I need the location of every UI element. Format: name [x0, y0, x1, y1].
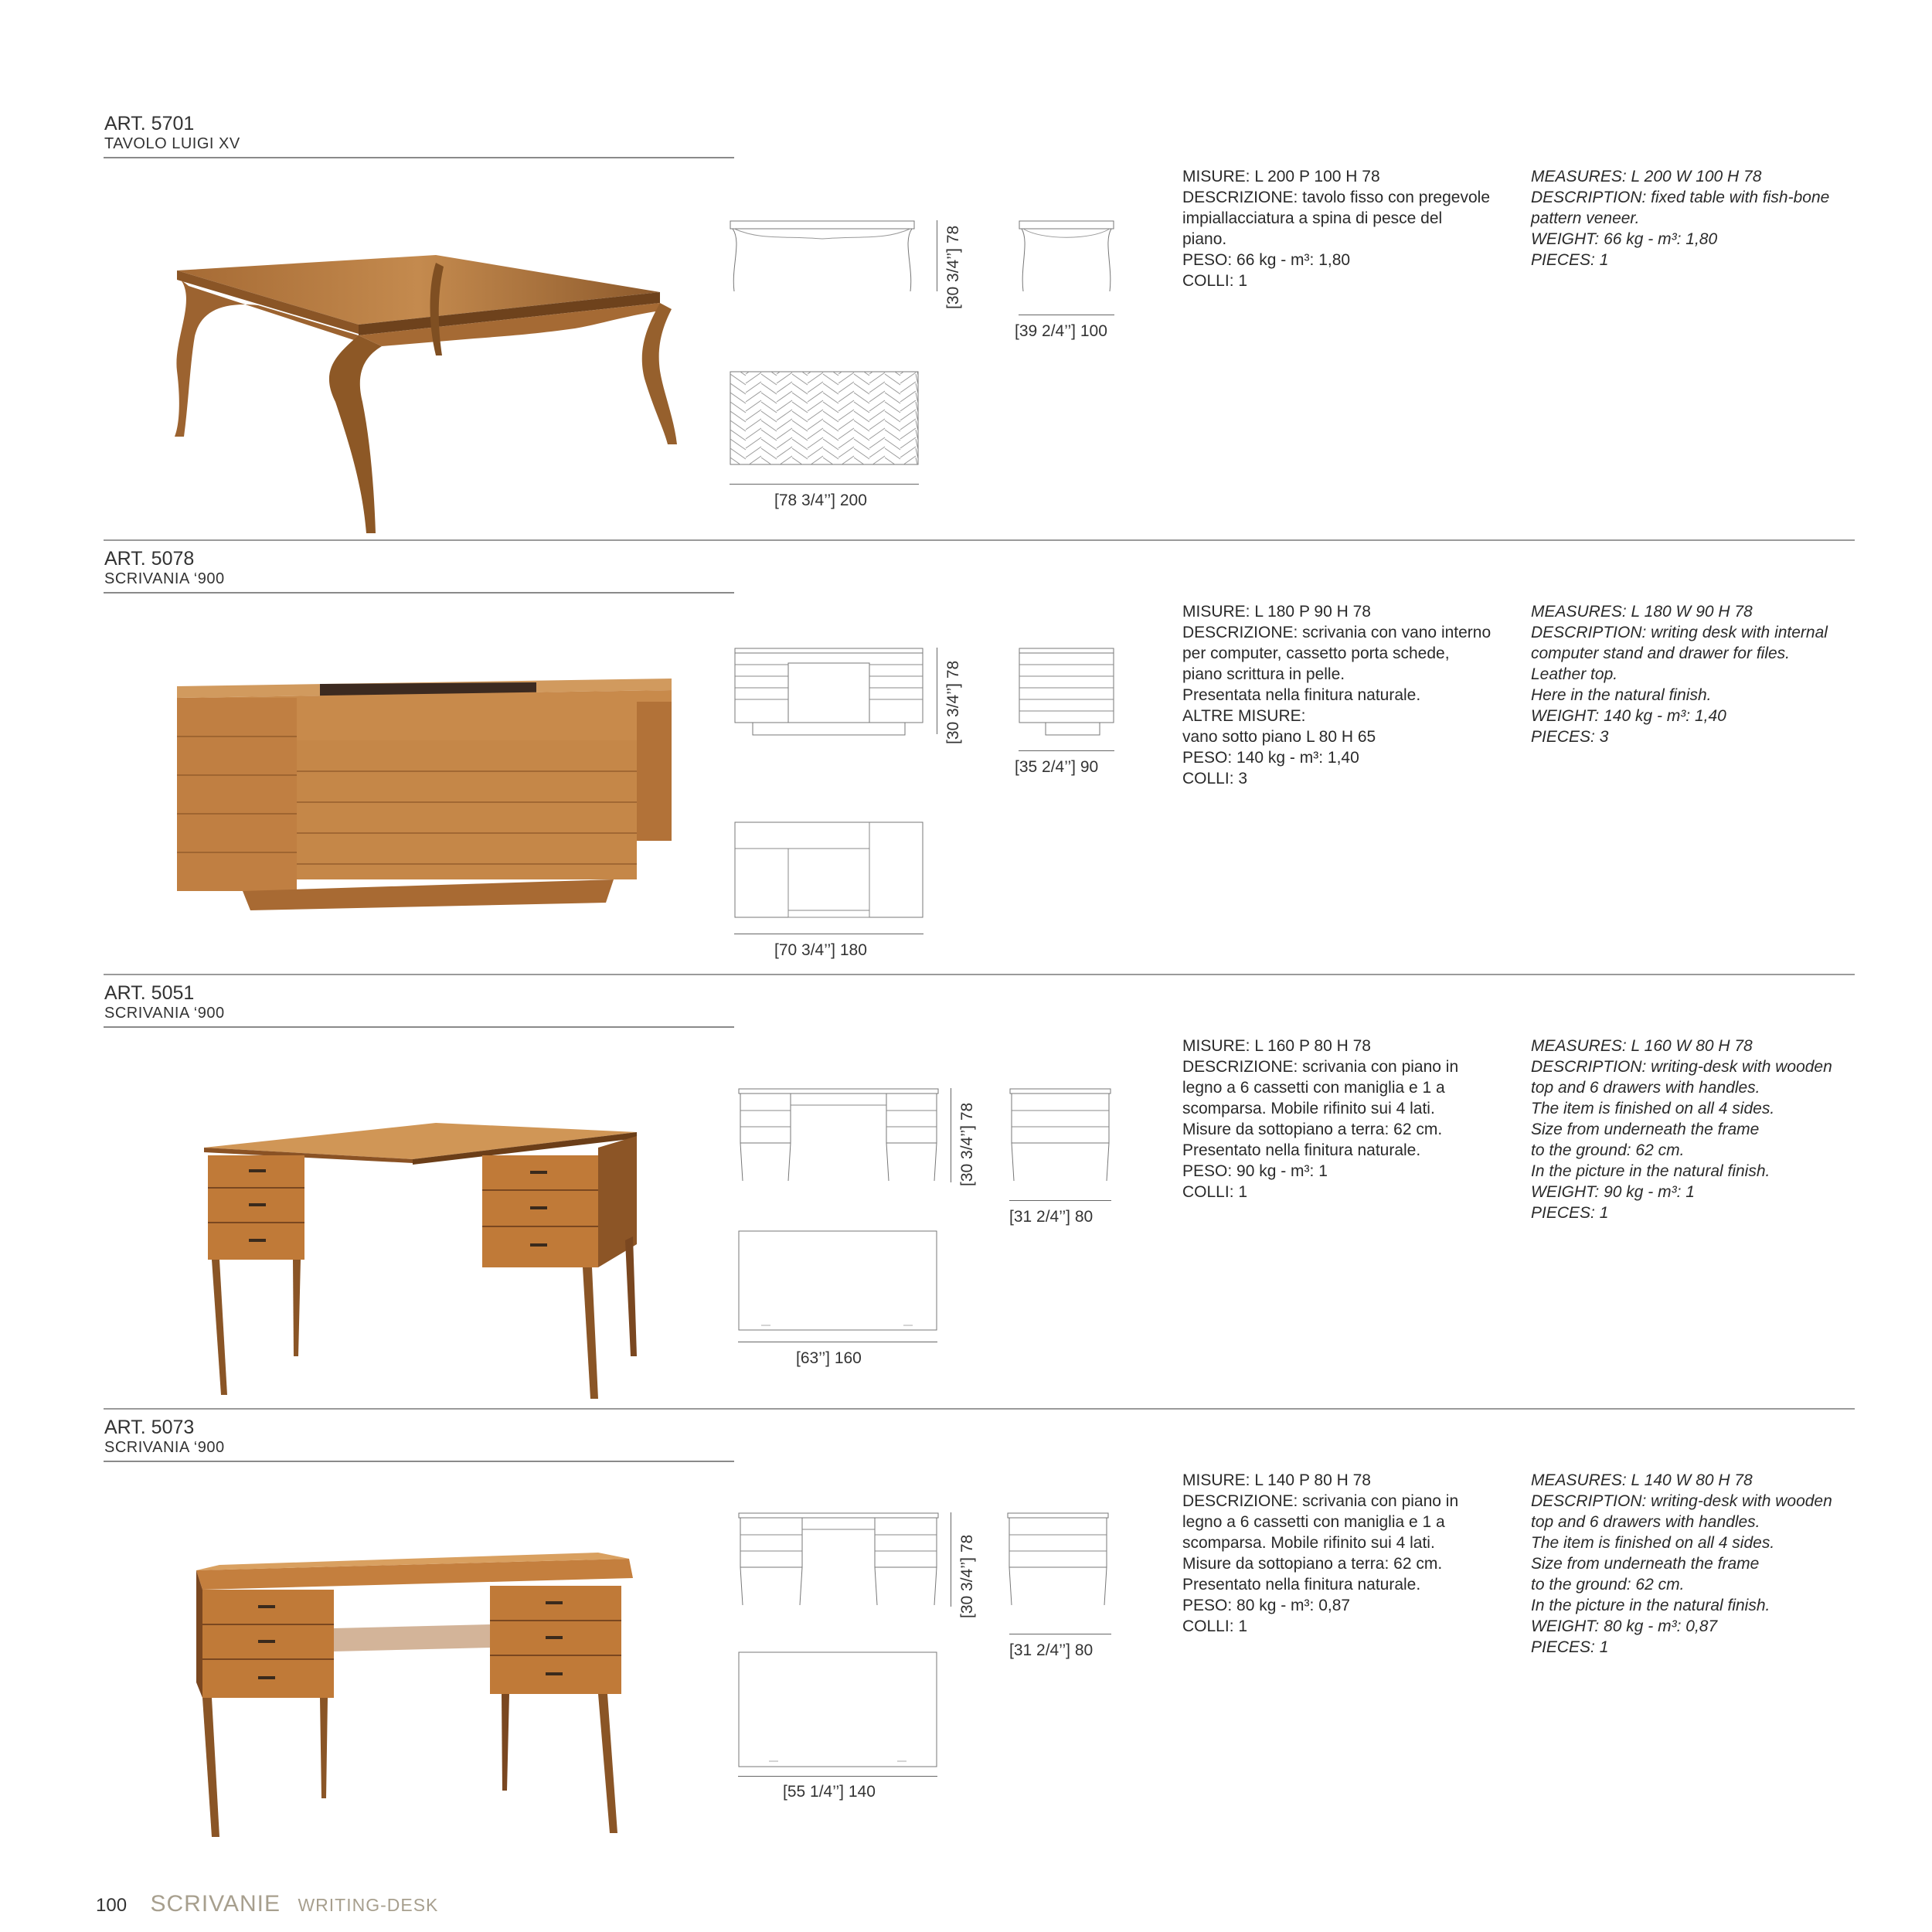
page-footer: [96, 1891, 438, 1919]
length-dimension: [78 3/4’’] 200: [774, 492, 867, 509]
spec-line: Presentato nella finitura naturale.: [1182, 1576, 1421, 1594]
height-dimension: [30 3/4’’] 78: [958, 1534, 976, 1618]
spec-line: COLLI: 3: [1182, 770, 1248, 787]
side-elevation-drawing: [1019, 648, 1114, 736]
spec-line: In the picture in the natural finish.: [1531, 1597, 1770, 1614]
product-photo-table: [104, 170, 722, 541]
spec-line: Misure da sottopiano a terra: 62 cm.: [1182, 1121, 1443, 1138]
spec-line: DESCRIPTION: writing desk with internal: [1531, 624, 1828, 641]
length-dim-line: [730, 484, 919, 485]
spec-line: The item is finished on all 4 sides.: [1531, 1100, 1775, 1117]
section-divider: [104, 1408, 1855, 1410]
section-divider: [104, 974, 1855, 975]
spec-line: PESO: 66 kg - m³: 1,80: [1182, 251, 1351, 269]
length-dimension: [70 3/4’’] 180: [774, 941, 867, 959]
spec-line: PIECES: 1: [1531, 1638, 1609, 1656]
spec-line: legno a 6 cassetti con maniglia e 1 a: [1182, 1513, 1445, 1531]
spec-line: to the ground: 62 cm.: [1531, 1141, 1685, 1159]
spec-line: In the picture in the natural finish.: [1531, 1162, 1770, 1180]
depth-dimension: [31 2/4’’] 80: [1009, 1641, 1094, 1659]
side-elevation-drawing: [1009, 1088, 1111, 1182]
spec-line: MISURE: L 200 P 100 H 78: [1182, 168, 1380, 185]
spec-line: pattern veneer.: [1531, 209, 1640, 227]
depth-dimension: [35 2/4’’] 90: [1015, 758, 1099, 776]
length-dimension: [55 1/4’’] 140: [783, 1783, 876, 1801]
spec-line: MISURE: L 180 P 90 H 78: [1182, 603, 1371, 621]
section-divider: [104, 539, 1855, 541]
article-number: ART. 5701: [104, 113, 195, 134]
height-dimension: [30 3/4’’] 78: [944, 225, 962, 309]
length-dimension: [63’’] 160: [796, 1349, 862, 1367]
depth-dimension: [39 2/4’’] 100: [1015, 322, 1107, 340]
spec-line: Here in the natural finish.: [1531, 686, 1712, 704]
spec-line: COLLI: 1: [1182, 1617, 1248, 1635]
spec-line: DESCRIZIONE: tavolo fisso con pregevole: [1182, 189, 1490, 206]
spec-line: Leather top.: [1531, 665, 1618, 683]
depth-dimension: [31 2/4’’] 80: [1009, 1208, 1094, 1226]
front-elevation-drawing: [730, 220, 915, 298]
spec-line: piano.: [1182, 230, 1227, 248]
side-elevation-drawing: [1019, 220, 1114, 298]
spec-line: DESCRIPTION: fixed table with fish-bone: [1531, 189, 1830, 206]
spec-line: WEIGHT: 80 kg - m³: 0,87: [1531, 1617, 1718, 1635]
spec-line: MEASURES: L 140 W 80 H 78: [1531, 1471, 1753, 1489]
spec-line: scomparsa. Mobile rifinito sui 4 lati.: [1182, 1100, 1435, 1117]
top-plan-drawing: [730, 371, 919, 465]
spec-line: PIECES: 1: [1531, 251, 1609, 269]
spec-line: PIECES: 1: [1531, 1204, 1609, 1222]
spec-line: DESCRIZIONE: scrivania con vano interno: [1182, 624, 1492, 641]
spec-line: The item is finished on all 4 sides.: [1531, 1534, 1775, 1552]
spec-line: DESCRIZIONE: scrivania con piano in: [1182, 1058, 1459, 1076]
spec-english: [1531, 166, 1871, 270]
article-name: SCRIVANIA ‘900: [104, 1439, 225, 1456]
spec-line: Size from underneath the frame: [1531, 1555, 1760, 1573]
spec-line: scomparsa. Mobile rifinito sui 4 lati.: [1182, 1534, 1435, 1552]
spec-line: vano sotto piano L 80 H 65: [1182, 728, 1376, 746]
top-plan-drawing: [738, 1651, 937, 1767]
spec-line: DESCRIPTION: writing-desk with wooden: [1531, 1058, 1832, 1076]
front-elevation-drawing: [738, 1088, 939, 1182]
spec-line: Presentata nella finitura naturale.: [1182, 686, 1421, 704]
spec-line: PESO: 80 kg - m³: 0,87: [1182, 1597, 1351, 1614]
depth-dim-line: [1009, 1200, 1111, 1201]
spec-italian: [1182, 601, 1522, 789]
depth-dim-line: [1019, 750, 1114, 751]
front-elevation-drawing: [738, 1512, 939, 1607]
spec-english: [1531, 1470, 1871, 1658]
top-plan-drawing: [738, 1230, 937, 1331]
spec-english: [1531, 1036, 1871, 1223]
product-5701: [0, 112, 1932, 549]
header-rule: [104, 1026, 734, 1028]
spec-line: WEIGHT: 90 kg - m³: 1: [1531, 1183, 1695, 1201]
spec-line: legno a 6 cassetti con maniglia e 1 a: [1182, 1079, 1445, 1097]
product-photo-desk: [104, 1039, 722, 1410]
category-subtitle: WRITING-DESK: [298, 1895, 439, 1915]
spec-line: MEASURES: L 160 W 80 H 78: [1531, 1037, 1753, 1055]
spec-line: PIECES: 3: [1531, 728, 1609, 746]
article-number: ART. 5073: [104, 1417, 195, 1438]
front-elevation-drawing: [734, 648, 923, 736]
article-number: ART. 5051: [104, 982, 195, 1004]
spec-line: WEIGHT: 66 kg - m³: 1,80: [1531, 230, 1718, 248]
side-elevation-drawing: [1007, 1512, 1109, 1607]
height-dimension: [30 3/4’’] 78: [944, 660, 962, 744]
article-name: TAVOLO LUIGI XV: [104, 135, 240, 152]
header-rule: [104, 1461, 734, 1462]
spec-line: WEIGHT: 140 kg - m³: 1,40: [1531, 707, 1726, 725]
spec-line: PESO: 90 kg - m³: 1: [1182, 1162, 1328, 1180]
spec-italian: [1182, 1470, 1522, 1637]
spec-line: Misure da sottopiano a terra: 62 cm.: [1182, 1555, 1443, 1573]
product-5051: [0, 981, 1932, 1418]
spec-line: piano scrittura in pelle.: [1182, 665, 1345, 683]
spec-line: Size from underneath the frame: [1531, 1121, 1760, 1138]
spec-line: PESO: 140 kg - m³: 1,40: [1182, 749, 1359, 767]
spec-italian: [1182, 166, 1522, 291]
header-rule: [104, 157, 734, 158]
spec-line: top and 6 drawers with handles.: [1531, 1513, 1760, 1531]
product-photo-desk: [104, 1474, 722, 1845]
category-title: SCRIVANIE: [150, 1891, 281, 1917]
article-number: ART. 5078: [104, 548, 195, 570]
spec-line: COLLI: 1: [1182, 1183, 1248, 1201]
spec-italian: [1182, 1036, 1522, 1202]
spec-line: COLLI: 1: [1182, 272, 1248, 290]
header-rule: [104, 592, 734, 594]
spec-line: DESCRIZIONE: scrivania con piano in: [1182, 1492, 1459, 1510]
length-dim-line: [738, 1776, 937, 1777]
spec-line: top and 6 drawers with handles.: [1531, 1079, 1760, 1097]
product-5078: [0, 547, 1932, 984]
spec-line: DESCRIPTION: writing-desk with wooden: [1531, 1492, 1832, 1510]
spec-line: impiallacciatura a spina di pesce del: [1182, 209, 1443, 227]
spec-line: to the ground: 62 cm.: [1531, 1576, 1685, 1594]
spec-line: ALTRE MISURE:: [1182, 707, 1306, 725]
article-name: SCRIVANIA ‘900: [104, 1005, 225, 1022]
height-dimension: [30 3/4’’] 78: [958, 1102, 976, 1186]
spec-line: computer stand and drawer for files.: [1531, 645, 1790, 662]
spec-english: [1531, 601, 1871, 747]
spec-line: MEASURES: L 200 W 100 H 78: [1531, 168, 1762, 185]
product-photo-desk: [104, 605, 722, 976]
article-name: SCRIVANIA ‘900: [104, 570, 225, 587]
spec-line: per computer, cassetto porta schede,: [1182, 645, 1450, 662]
spec-line: MISURE: L 140 P 80 H 78: [1182, 1471, 1371, 1489]
spec-line: MISURE: L 160 P 80 H 78: [1182, 1037, 1371, 1055]
product-5073: [0, 1416, 1932, 1852]
top-plan-drawing: [734, 821, 923, 918]
page-number: 100: [96, 1895, 128, 1916]
spec-line: Presentato nella finitura naturale.: [1182, 1141, 1421, 1159]
spec-line: MEASURES: L 180 W 90 H 78: [1531, 603, 1753, 621]
